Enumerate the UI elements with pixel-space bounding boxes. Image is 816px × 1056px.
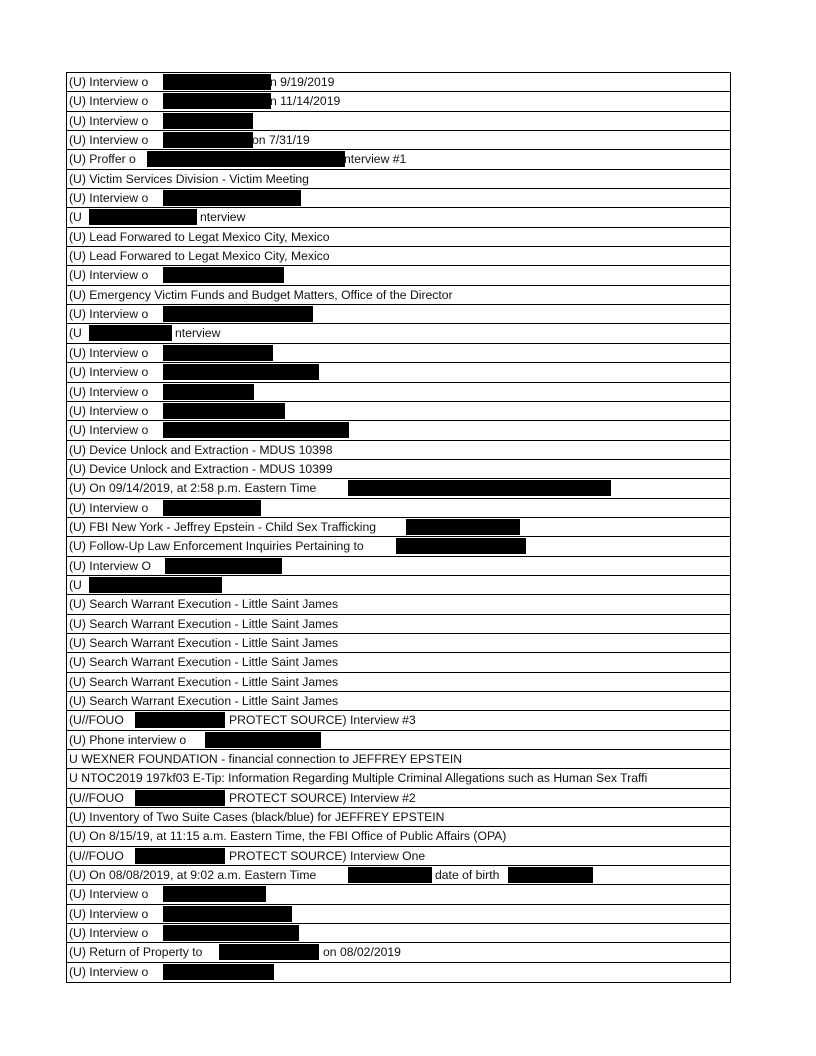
- redaction-block: [135, 712, 225, 728]
- table-row: [67, 441, 730, 460]
- table-row: [67, 131, 730, 150]
- row-text: (U) Interview o: [69, 887, 149, 902]
- row-text: (U) Return of Property to: [69, 945, 203, 960]
- row-text: (U) Interview o: [69, 964, 149, 979]
- row-text: (U) Interview o: [69, 384, 149, 399]
- redaction-block: [205, 732, 321, 748]
- redaction-block: [135, 848, 225, 864]
- table-row: [67, 112, 730, 131]
- table-row: [67, 634, 730, 653]
- table-row: [67, 363, 730, 382]
- table-row: [67, 421, 730, 440]
- row-text: U WEXNER FOUNDATION - financial connection to JEFFREY EPSTEIN: [69, 752, 463, 767]
- table-row: [67, 150, 730, 169]
- table-row: [67, 595, 730, 614]
- table-row: [67, 228, 730, 247]
- row-text: n 9/19/2019: [270, 75, 335, 89]
- row-text: (U) Search Warrant Execution - Little Saint James: [69, 694, 339, 708]
- table-row: [67, 305, 730, 324]
- row-text: (U) Lead Forwared to Legat Mexico City, Mexico: [69, 229, 330, 244]
- redaction-block: [89, 325, 172, 341]
- table-row: [67, 344, 730, 363]
- redaction-block: [508, 867, 593, 883]
- row-text: (U) FBI New York - Jeffrey Epstein - Child Sex Trafficking: [69, 519, 377, 534]
- redaction-block: [163, 906, 292, 922]
- redaction-block: [135, 790, 225, 806]
- redaction-block: [89, 577, 222, 593]
- row-text: (U) Interview o: [69, 500, 149, 515]
- table-row: [67, 711, 730, 730]
- redaction-block: [163, 886, 266, 902]
- row-text: (U) Search Warrant Execution - Little Saint James: [69, 674, 339, 689]
- redaction-block: [147, 151, 345, 167]
- table-row: [67, 847, 730, 866]
- row-text: (U: [69, 210, 82, 225]
- row-text: nterview: [175, 326, 221, 341]
- table-row: [67, 673, 730, 692]
- row-text: (U) Interview O: [69, 558, 151, 573]
- redaction-block: [163, 364, 319, 380]
- table-row: [67, 208, 730, 227]
- row-text: (U) Interview o: [69, 268, 149, 283]
- row-text: (U//FOUO: [69, 713, 124, 728]
- redaction-block: [163, 190, 301, 206]
- records-table: [66, 72, 731, 983]
- redaction-block: [163, 384, 254, 400]
- row-text: (U) Search Warrant Execution - Little Saint James: [69, 616, 339, 631]
- redaction-block: [348, 867, 432, 883]
- row-text: (U) Device Unlock and Extraction - MDUS 10398: [69, 442, 333, 457]
- redaction-block: [396, 538, 526, 554]
- table-row: [67, 905, 730, 924]
- table-row: [67, 73, 730, 92]
- row-text: (U) Interview o: [69, 307, 149, 322]
- table-row: [67, 943, 730, 962]
- table-row: [67, 866, 730, 885]
- table-row: [67, 576, 730, 595]
- row-text: (U) Victim Services Division - Victim Meeting: [69, 171, 309, 186]
- row-text: (U) Interview o: [69, 133, 149, 148]
- redaction-block: [163, 74, 271, 90]
- row-text: (U) Search Warrant Execution - Little Saint James: [69, 597, 339, 612]
- row-text: on 08/02/2019: [323, 945, 401, 960]
- row-text: (U: [69, 326, 82, 341]
- row-text: (U) Follow-Up Law Enforcement Inquiries Pertaining to: [69, 539, 364, 554]
- redaction-block: [163, 267, 284, 283]
- redaction-block: [406, 519, 520, 535]
- table-row: [67, 653, 730, 672]
- table-row: [67, 924, 730, 943]
- redaction-block: [163, 113, 253, 129]
- row-text: on 7/31/19: [252, 133, 310, 148]
- row-text: (U) Interview o: [69, 403, 149, 418]
- row-text: (U) Interview o: [69, 926, 149, 941]
- row-text: date of birth: [435, 868, 500, 883]
- redaction-block: [219, 944, 319, 960]
- table-row: [67, 247, 730, 266]
- row-text: (U) Lead Forwared to Legat Mexico City, Mexico: [69, 249, 330, 264]
- redaction-block: [163, 345, 273, 361]
- redaction-block: [89, 209, 197, 225]
- table-row: [67, 692, 730, 711]
- table-row: [67, 286, 730, 305]
- table-row: [67, 557, 730, 576]
- row-text: (U) Proffer o: [69, 152, 136, 167]
- row-text: PROTECT SOURCE) Interview #3: [229, 713, 416, 728]
- row-text: PROTECT SOURCE) Interview One: [229, 848, 426, 863]
- table-row: [67, 789, 730, 808]
- row-text: PROTECT SOURCE) Interview #2: [229, 790, 416, 805]
- row-text: (U) On 09/14/2019, at 2:58 p.m. Eastern Time: [69, 481, 317, 496]
- row-text: (U) Inventory of Two Suite Cases (black/blue) for JEFFREY EPSTEIN: [69, 810, 445, 825]
- table-row: [67, 402, 730, 421]
- table-row: [67, 518, 730, 537]
- row-text: (U: [69, 577, 82, 592]
- table-row: [67, 963, 730, 982]
- redaction-block: [163, 306, 313, 322]
- row-text: (U) Search Warrant Execution - Little Saint James: [69, 655, 339, 670]
- row-text: (U) Device Unlock and Extraction - MDUS 10399: [69, 461, 333, 476]
- row-text: nterview: [200, 210, 246, 225]
- row-text: (U) Interview o: [69, 345, 149, 360]
- redaction-block: [163, 422, 349, 438]
- table-row: [67, 885, 730, 904]
- redaction-block: [163, 925, 299, 941]
- row-text: (U//FOUO: [69, 790, 124, 805]
- row-text: (U) Interview o: [69, 94, 149, 109]
- table-row: [67, 750, 730, 769]
- table-row: [67, 324, 730, 343]
- redaction-block: [163, 500, 261, 516]
- row-text: (U) Phone interview o: [69, 732, 187, 747]
- redaction-block: [348, 480, 611, 496]
- table-row: [67, 383, 730, 402]
- row-text: U NTOC2019 197kf03 E-Tip: Information Regarding Multiple Criminal Allegations such as Human Sex Traffi: [69, 771, 648, 786]
- row-text: (U) Emergency Victim Funds and Budget Matters, Office of the Director: [69, 287, 453, 302]
- row-text: (U) Interview o: [69, 75, 149, 89]
- row-text: (U) Interview o: [69, 423, 149, 438]
- table-row: [67, 769, 730, 788]
- table-row: [67, 499, 730, 518]
- table-row: [67, 460, 730, 479]
- table-row: [67, 189, 730, 208]
- row-text: (U) Interview o: [69, 906, 149, 921]
- table-row: [67, 827, 730, 846]
- redaction-block: [163, 93, 271, 109]
- table-row: [67, 537, 730, 556]
- row-text: (U//FOUO: [69, 848, 124, 863]
- table-row: [67, 808, 730, 827]
- row-text: (U) Search Warrant Execution - Little Saint James: [69, 635, 339, 650]
- redaction-block: [165, 558, 282, 574]
- row-text: (U) On 8/15/19, at 11:15 a.m. Eastern Time, the FBI Office of Public Affairs (OPA): [69, 829, 507, 844]
- row-text: nterview #1: [344, 152, 407, 167]
- row-text: (U) Interview o: [69, 191, 149, 206]
- redaction-block: [163, 403, 285, 419]
- row-text: (U) Interview o: [69, 365, 149, 380]
- table-row: [67, 479, 730, 498]
- table-row: [67, 92, 730, 111]
- row-text: n 11/14/2019: [270, 94, 341, 109]
- redaction-block: [163, 964, 274, 980]
- table-row: [67, 615, 730, 634]
- table-row: [67, 731, 730, 750]
- redaction-block: [163, 132, 253, 148]
- table-row: [67, 266, 730, 285]
- row-text: (U) On 08/08/2019, at 9:02 a.m. Eastern Time: [69, 868, 317, 883]
- row-text: (U) Interview o: [69, 113, 149, 128]
- table-row: [67, 170, 730, 189]
